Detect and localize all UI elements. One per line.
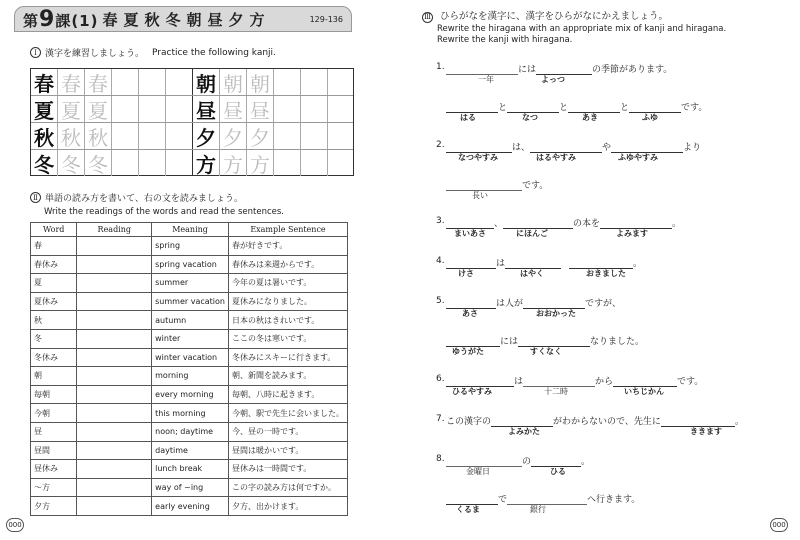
cell-meaning: morning	[152, 367, 229, 386]
page-range: 129-136	[309, 14, 343, 24]
cell-reading[interactable]	[77, 311, 152, 330]
kanji-model-cell[interactable]: 冬	[31, 150, 58, 176]
answer-blank[interactable]	[507, 495, 587, 505]
table-row	[31, 404, 348, 423]
kanji-trace-cell[interactable]: 夕	[247, 123, 274, 149]
kanji-trace-cell[interactable]: 冬	[85, 150, 112, 176]
cell-meaning: every morning	[152, 385, 229, 404]
kanji-blank-cell[interactable]	[139, 123, 166, 149]
cell-word: 昼間	[31, 441, 77, 460]
kanji-blank-cell[interactable]	[328, 96, 355, 122]
cell-sentence: 昼休みは一時間です。	[228, 460, 347, 479]
kanji-trace-cell[interactable]: 春	[58, 69, 85, 95]
cell-word: 毎朝	[31, 385, 77, 404]
kanji-grid-row	[31, 123, 353, 150]
cell-word: 春休み	[31, 255, 77, 274]
exercise-1-line-2: と と と です。 はる なつ あき ふゆ	[446, 100, 707, 113]
cell-meaning: noon; daytime	[152, 422, 229, 441]
cell-word: 冬	[31, 329, 77, 348]
section-2-title: Ⅱ 単語の読み方を書いて、右の文を読みましょう。	[30, 191, 243, 204]
cell-sentence: この字の読み方は何ですか。	[228, 478, 347, 497]
kanji-model-cell[interactable]: 夕	[193, 123, 220, 149]
kanji-blank-cell[interactable]	[112, 69, 139, 95]
kanji-blank-cell[interactable]	[112, 123, 139, 149]
section-1-title: Ⅰ 漢字を練習しましょう。 Practice the following kanji.	[30, 46, 276, 59]
section-3-title: Ⅲ ひらがなを漢字に、漢字をひらがなにかえましょう。	[422, 8, 668, 23]
cell-reading[interactable]	[77, 367, 152, 386]
kanji-trace-cell[interactable]: 朝	[220, 69, 247, 95]
kanji-model-cell[interactable]: 春	[31, 69, 58, 95]
table-row	[31, 478, 348, 497]
kanji-blank-cell[interactable]	[112, 150, 139, 176]
cell-meaning: spring	[152, 237, 229, 256]
kanji-trace-cell[interactable]: 朝	[247, 69, 274, 95]
lesson-kanji-list: 春夏秋冬朝昼夕方	[102, 10, 271, 29]
kanji-blank-cell[interactable]	[274, 150, 301, 176]
cell-meaning: early evening	[152, 497, 229, 516]
exercise-4: 4. は 。 けさ はやく おきました	[436, 256, 643, 278]
page-number-left: 000	[6, 518, 24, 532]
kanji-blank-cell[interactable]	[139, 96, 166, 122]
cell-word: 夏休み	[31, 292, 77, 311]
cell-sentence: 夏休みになりました。	[228, 292, 347, 311]
cell-reading[interactable]	[77, 422, 152, 441]
kanji-trace-cell[interactable]: 昼	[220, 96, 247, 122]
cell-sentence: 昼間は暖かいです。	[228, 441, 347, 460]
exercise-1: 1. には の季節があります。 一年 よっつ	[436, 62, 673, 84]
exercise-8: 8. の 。 金曜日 ひる	[436, 454, 591, 476]
kanji-trace-cell[interactable]: 秋	[85, 123, 112, 149]
cell-meaning: summer vacation	[152, 292, 229, 311]
cell-reading[interactable]	[77, 478, 152, 497]
lesson-header	[14, 6, 352, 32]
kanji-blank-cell[interactable]	[166, 123, 193, 149]
kanji-blank-cell[interactable]	[301, 69, 328, 95]
cell-meaning: summer	[152, 274, 229, 293]
cell-word: 昼休み	[31, 460, 77, 479]
cell-reading[interactable]	[77, 274, 152, 293]
cell-sentence: 今、昼の一時です。	[228, 422, 347, 441]
cell-reading[interactable]	[77, 348, 152, 367]
kanji-model-cell[interactable]: 方	[193, 150, 220, 176]
cell-meaning: spring vacation	[152, 255, 229, 274]
cell-sentence: 日本の秋はきれいです。	[228, 311, 347, 330]
cell-word: ～方	[31, 478, 77, 497]
kanji-trace-cell[interactable]: 方	[220, 150, 247, 176]
cell-reading[interactable]	[77, 460, 152, 479]
cell-word: 冬休み	[31, 348, 77, 367]
kanji-blank-cell[interactable]	[301, 150, 328, 176]
section-number: Ⅱ	[30, 192, 41, 203]
cell-word: 今朝	[31, 404, 77, 423]
cell-sentence: 冬休みにスキーに行きます。	[228, 348, 347, 367]
cell-word: 夕方	[31, 497, 77, 516]
cell-reading[interactable]	[77, 404, 152, 423]
cell-meaning: this morning	[152, 404, 229, 423]
cell-sentence: ここの冬は寒いです。	[228, 329, 347, 348]
table-row	[31, 460, 348, 479]
kanji-blank-cell[interactable]	[166, 150, 193, 176]
col-header-sentence: Example Sentence	[228, 223, 347, 237]
cell-sentence: 今年の夏は暑いです。	[228, 274, 347, 293]
cell-word: 昼	[31, 422, 77, 441]
table-row	[31, 422, 348, 441]
section-2-subtitle: Write the readings of the words and read the sentences.	[44, 207, 284, 217]
cell-sentence: 朝、新聞を読みます。	[228, 367, 347, 386]
cell-meaning: lunch break	[152, 460, 229, 479]
cell-meaning: daytime	[152, 441, 229, 460]
cell-word: 春	[31, 237, 77, 256]
table-row	[31, 311, 348, 330]
cell-meaning: winter vacation	[152, 348, 229, 367]
kanji-grid-row	[31, 69, 353, 96]
kanji-blank-cell[interactable]	[301, 123, 328, 149]
col-header-word: Word	[31, 223, 77, 237]
kanji-blank-cell[interactable]	[166, 96, 193, 122]
cell-sentence: 今朝、駅で先生に会いました。	[228, 404, 347, 423]
table-row	[31, 274, 348, 293]
cell-reading[interactable]	[77, 497, 152, 516]
exercise-2: 2. は、 や より なつやすみ はるやすみ ふゆやすみ	[436, 140, 702, 162]
table-row	[31, 385, 348, 404]
kanji-blank-cell[interactable]	[112, 96, 139, 122]
exercise-3: 3. 、 の本を 。 まいあさ にほんご よみます	[436, 216, 682, 238]
table-row	[31, 497, 348, 516]
section-number: Ⅲ	[422, 12, 433, 23]
kanji-blank-cell[interactable]	[274, 123, 301, 149]
kanji-blank-cell[interactable]	[274, 96, 301, 122]
cell-word: 夏	[31, 274, 77, 293]
exercise-5-line-2: には なりました。 ゆうがた すくなく	[446, 334, 644, 347]
exercise-5: 5. は人が ですが、 あさ おおかった	[436, 296, 622, 318]
exercise-8-line-2: で へ行きます。 くるま 銀行	[446, 492, 640, 505]
exercise-7: 7. この漢字の がわからないので、先生に 。 よみかた ききます	[436, 414, 744, 436]
table-row	[31, 255, 348, 274]
kanji-model-cell[interactable]: 秋	[31, 123, 58, 149]
vocabulary-table	[30, 222, 348, 516]
exercise-2-line-2: です。 長い	[446, 178, 548, 191]
kanji-trace-cell[interactable]: 冬	[58, 150, 85, 176]
cell-sentence: 毎朝、八時に起きます。	[228, 385, 347, 404]
page-number-right: 000	[770, 518, 788, 532]
table-row	[31, 367, 348, 386]
cell-reading[interactable]	[77, 441, 152, 460]
kanji-blank-cell[interactable]	[139, 69, 166, 95]
cell-reading[interactable]	[77, 292, 152, 311]
kanji-blank-cell[interactable]	[139, 150, 166, 176]
kanji-model-cell[interactable]: 朝	[193, 69, 220, 95]
section-3-subtitle: Rewrite the hiragana with an appropriate mix of kanji and hiragana. Rewrite the kanji with hiragana.	[437, 24, 727, 45]
col-header-meaning: Meaning	[152, 223, 229, 237]
col-header-reading: Reading	[77, 223, 152, 237]
cell-sentence: 春が好きです。	[228, 237, 347, 256]
cell-word: 秋	[31, 311, 77, 330]
exercise-6: 6. は から です。 ひるやすみ 十二時 いちじかん	[436, 374, 704, 396]
cell-sentence: 春休みは来週からです。	[228, 255, 347, 274]
kanji-trace-cell[interactable]: 春	[85, 69, 112, 95]
table-row	[31, 237, 348, 256]
section-number: Ⅰ	[30, 47, 41, 58]
kanji-model-cell[interactable]: 昼	[193, 96, 220, 122]
kanji-blank-cell[interactable]	[166, 69, 193, 95]
cell-reading[interactable]	[77, 237, 152, 256]
kanji-grid-row	[31, 96, 353, 123]
kanji-trace-cell[interactable]: 夏	[58, 96, 85, 122]
kanji-blank-cell[interactable]	[328, 150, 355, 176]
kanji-trace-cell[interactable]: 昼	[247, 96, 274, 122]
lesson-title: 第9課(1)	[23, 6, 99, 32]
cell-reading[interactable]	[77, 255, 152, 274]
right-page	[400, 0, 800, 540]
table-row	[31, 348, 348, 367]
cell-sentence: 夕方、出かけます。	[228, 497, 347, 516]
kanji-blank-cell[interactable]	[274, 69, 301, 95]
kanji-trace-cell[interactable]: 秋	[58, 123, 85, 149]
kanji-blank-cell[interactable]	[328, 69, 355, 95]
kanji-grid-row	[31, 150, 353, 177]
kanji-model-cell[interactable]: 夏	[31, 96, 58, 122]
kanji-trace-cell[interactable]: 方	[247, 150, 274, 176]
cell-word: 朝	[31, 367, 77, 386]
cell-meaning: winter	[152, 329, 229, 348]
cell-reading[interactable]	[77, 329, 152, 348]
kanji-blank-cell[interactable]	[301, 96, 328, 122]
cell-meaning: autumn	[152, 311, 229, 330]
kanji-practice-grid	[30, 68, 354, 176]
cell-meaning: way of ~ing	[152, 478, 229, 497]
table-row	[31, 292, 348, 311]
kanji-blank-cell[interactable]	[328, 123, 355, 149]
table-row	[31, 441, 348, 460]
cell-reading[interactable]	[77, 385, 152, 404]
kanji-trace-cell[interactable]: 夕	[220, 123, 247, 149]
kanji-trace-cell[interactable]: 夏	[85, 96, 112, 122]
table-row	[31, 329, 348, 348]
